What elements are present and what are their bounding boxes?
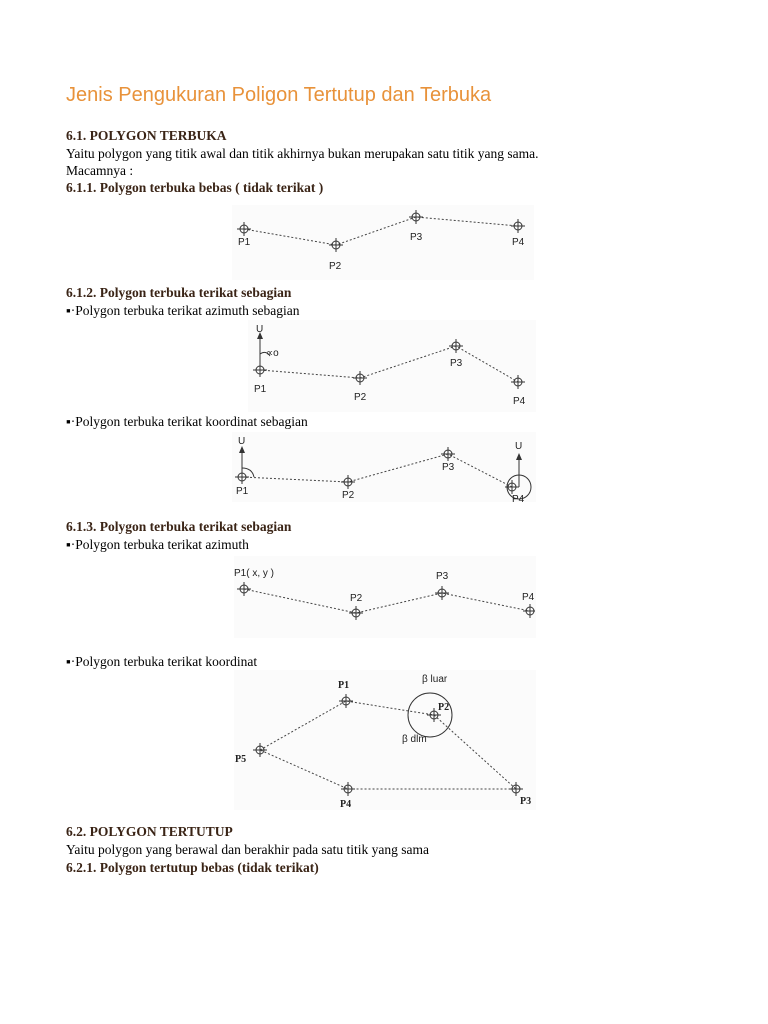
label-u-right: U	[515, 441, 523, 452]
station-marker	[441, 447, 455, 461]
station-marker	[329, 238, 343, 252]
section-6-2-description: Yaitu polygon yang berawal dan berakhir pada satu titik yang sama	[66, 842, 430, 857]
station-marker	[353, 371, 367, 385]
section-6-1-heading: 6.1. POLYGON TERBUKA	[66, 128, 227, 143]
figure-polygon-terbuka-bebas	[232, 205, 534, 280]
bullet-terikat-azimuth: ▪·Polygon terbuka terikat azimuth	[66, 537, 249, 552]
figure-terikat-koordinat	[234, 670, 536, 810]
label-p1-xy: P1( x, y )	[234, 568, 275, 579]
station-marker	[409, 210, 423, 224]
station-marker	[253, 743, 267, 757]
label-p2: P2	[329, 261, 342, 272]
label-p3: P3	[520, 796, 532, 807]
station-marker	[349, 606, 363, 620]
section-6-1-2-heading: 6.1.2. Polygon terbuka terikat sebagian	[66, 285, 292, 300]
station-marker	[449, 339, 463, 353]
station-marker	[341, 782, 355, 796]
station-marker	[237, 222, 251, 236]
label-p1: P1	[236, 486, 249, 497]
section-6-1-description: Yaitu polygon yang titik awal dan titik akhirnya bukan merupakan satu titik yang sama.	[66, 146, 539, 161]
figure-5-diagram	[234, 670, 536, 810]
label-p2: P2	[438, 702, 450, 713]
label-p4: P4	[512, 494, 525, 502]
figure-3-diagram	[232, 432, 536, 502]
section-6-1-1-heading: 6.1.1. Polygon terbuka bebas ( tidak terikat )	[66, 180, 324, 195]
label-p1: P1	[238, 237, 251, 248]
figure-terikat-azimuth	[234, 556, 536, 638]
station-marker	[505, 480, 519, 494]
figure-terikat-azimuth-sebagian	[248, 320, 536, 412]
label-p1: P1	[338, 680, 350, 691]
label-u-left: U	[238, 436, 246, 447]
label-p4: P4	[340, 799, 352, 810]
label-p3: P3	[436, 571, 449, 582]
station-marker	[511, 375, 525, 389]
station-marker	[341, 475, 355, 489]
label-u: U	[256, 324, 264, 335]
section-6-2-heading: 6.2. POLYGON TERTUTUP	[66, 824, 233, 839]
label-p4: P4	[512, 237, 525, 248]
label-p1: P1	[254, 384, 267, 395]
label-p5: P5	[235, 754, 247, 765]
station-marker	[509, 782, 523, 796]
station-marker	[237, 582, 251, 596]
label-alpha-zero: ∝o	[266, 348, 279, 359]
section-6-1-macam: Macamnya :	[66, 163, 134, 178]
station-marker	[235, 470, 249, 484]
label-beta-luar: β luar	[422, 674, 448, 685]
station-marker	[511, 219, 525, 233]
label-p4: P4	[522, 592, 535, 603]
bullet-azimuth-sebagian: ▪·Polygon terbuka terikat azimuth sebagian	[66, 303, 300, 318]
figure-terikat-koordinat-sebagian	[232, 432, 536, 502]
label-p4: P4	[513, 396, 526, 407]
label-beta-dlm: β dlm	[402, 734, 427, 745]
figure-4-diagram	[234, 556, 536, 638]
label-p3: P3	[450, 358, 463, 369]
figure-2-diagram	[248, 320, 536, 412]
section-6-2-1-heading: 6.2.1. Polygon tertutup bebas (tidak terikat)	[66, 860, 319, 875]
station-marker	[435, 586, 449, 600]
label-p2: P2	[354, 392, 367, 403]
label-p2: P2	[342, 490, 355, 501]
label-p3: P3	[442, 462, 455, 473]
page-title: Jenis Pengukuran Poligon Tertutup dan Terbuka	[66, 84, 492, 106]
label-p3: P3	[410, 232, 423, 243]
station-marker	[253, 363, 267, 377]
label-p2: P2	[350, 593, 363, 604]
bullet-koordinat-sebagian: ▪·Polygon terbuka terikat koordinat sebagian	[66, 414, 308, 429]
figure-1-diagram	[232, 205, 534, 280]
bullet-terikat-koordinat: ▪·Polygon terbuka terikat koordinat	[66, 654, 258, 669]
section-6-1-3-heading: 6.1.3. Polygon terbuka terikat sebagian	[66, 519, 292, 534]
station-marker	[523, 604, 535, 618]
station-marker	[339, 694, 353, 708]
